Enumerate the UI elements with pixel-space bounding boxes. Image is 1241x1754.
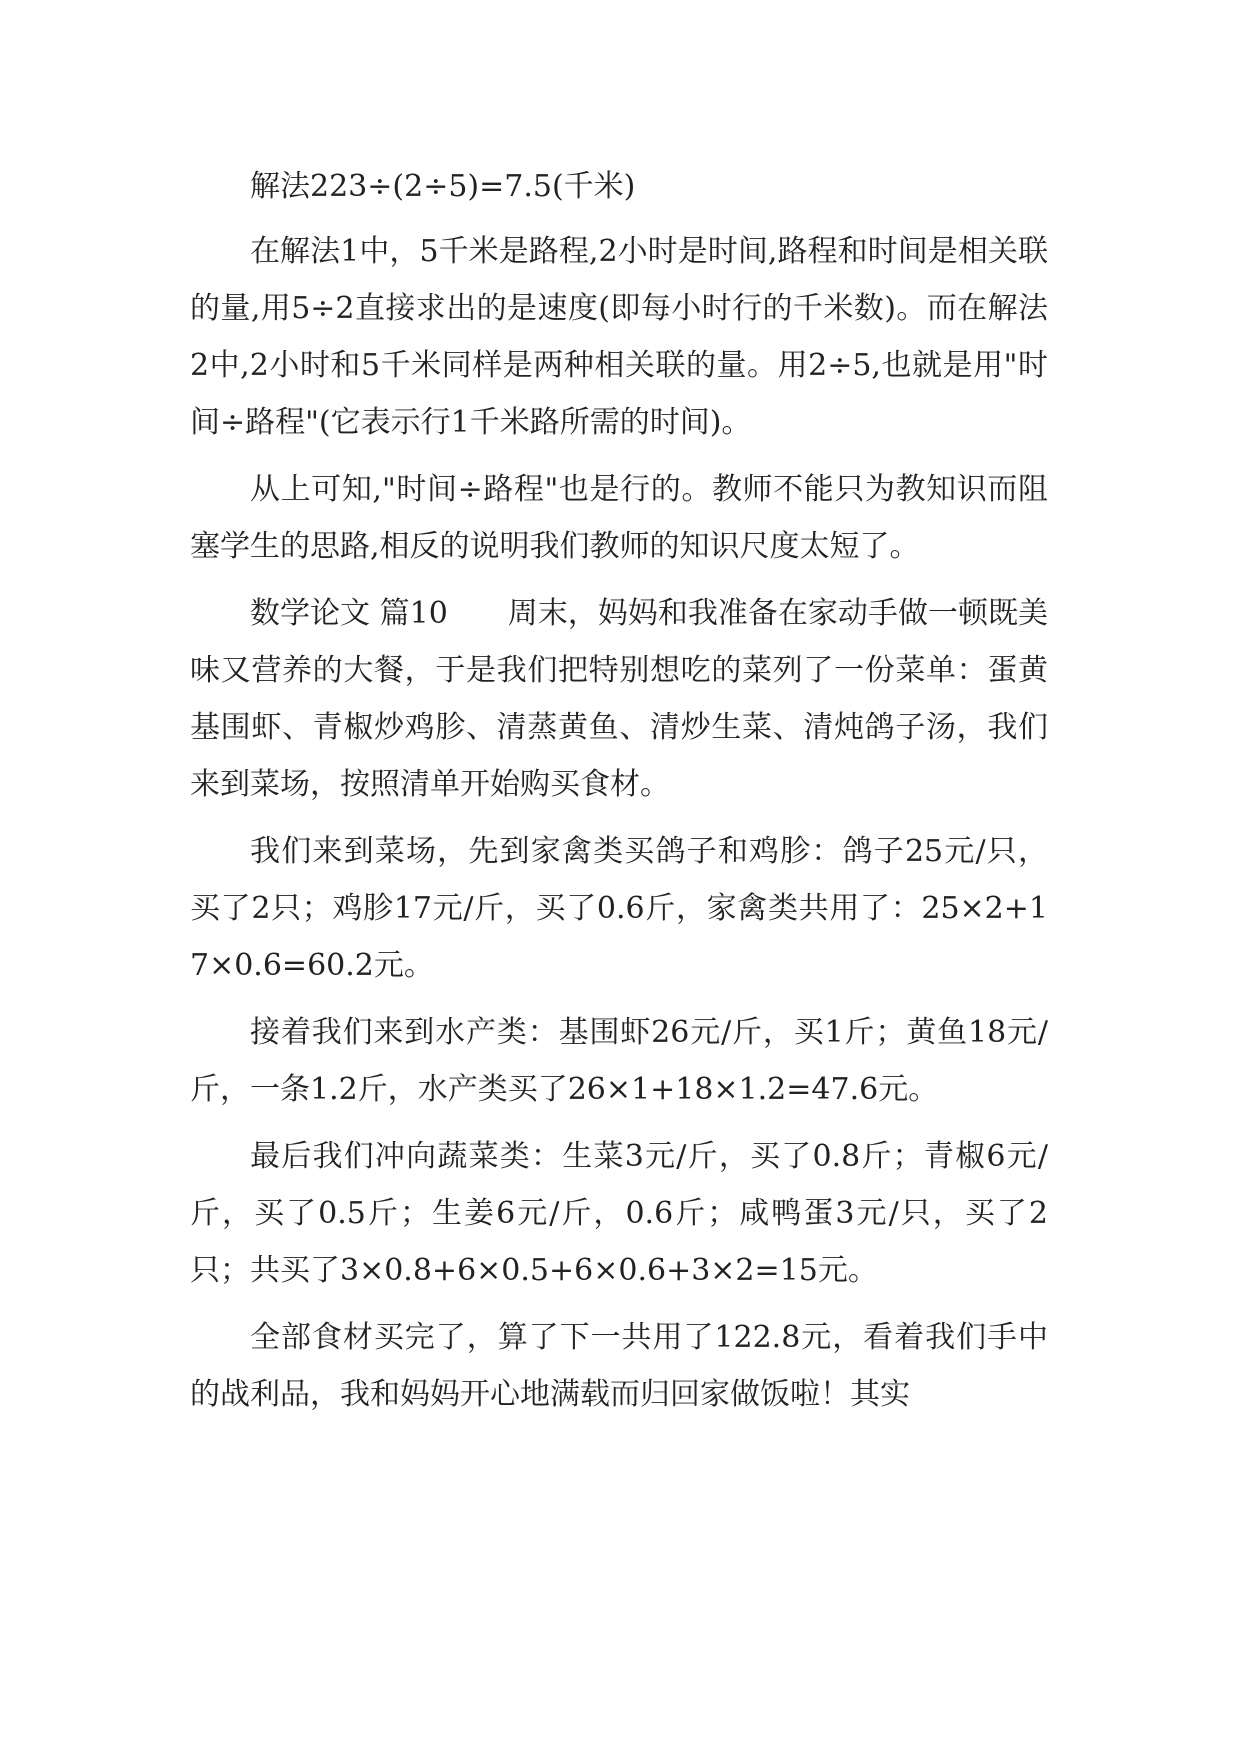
paragraph-conclusion: 从上可知,"时间÷路程"也是行的。教师不能只为教知识而阻塞学生的思路,相反的说明我们教师的知识尺度太短了。 <box>190 472 1048 564</box>
paragraph-seafood: 接着我们来到水产类：基围虾26元/斤，买1斤；黄鱼18元/斤，一条1.2斤，水产类买了26×1+18×1.2=47.6元。 <box>190 1015 1048 1107</box>
paragraph-poultry: 我们来到菜场，先到家禽类买鸽子和鸡胗：鸽子25元/只，买了2只；鸡胗17元/斤，买了0.6斤，家禽类共用了：25×2+17×0.6=60.2元。 <box>190 834 1048 983</box>
document-body <box>190 158 1048 1433</box>
paragraph-total: 全部食材买完了，算了下一共用了122.8元，看着我们手中的战利品，我和妈妈开心地满载而归回家做饭啦！其实 <box>190 1320 1048 1412</box>
paragraph-solution-3: 解法223÷(2÷5)=7.5(千米) <box>250 169 636 204</box>
paragraph-explanation: 在解法1中，5千米是路程,2小时是时间,路程和时间是相关联的量,用5÷2直接求出的是速度(即每小时行的千米数)。而在解法2中,2小时和5千米同样是两种相关联的量。用2÷5,也就是用"时间÷路程"(它表示行1千米路所需的时间)。 <box>190 234 1048 440</box>
paragraph-vegetables: 最后我们冲向蔬菜类：生菜3元/斤，买了0.8斤；青椒6元/斤，买了0.5斤；生姜6元/斤，0.6斤；咸鸭蛋3元/只，买了2只；共买了3×0.8+6×0.5+6×0.6+3×2=15元。 <box>190 1139 1048 1288</box>
paragraph-essay-10-intro: 数学论文 篇10 周末，妈妈和我准备在家动手做一顿既美味又营养的大餐，于是我们把特别想吃的菜列了一份菜单：蛋黄基围虾、青椒炒鸡胗、清蒸黄鱼、清炒生菜、清炖鸽子汤，我们来到菜场，按照清单开始购买食材。 <box>190 596 1048 802</box>
